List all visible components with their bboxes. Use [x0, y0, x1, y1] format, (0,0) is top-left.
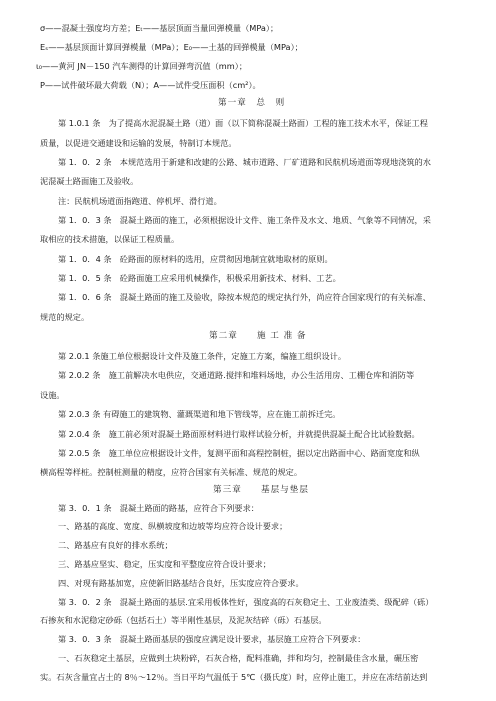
paragraph-line: 第 2.0.2 条 施工前解决水电供应，交通道路.搅拌和堆料场地，办公生活用房、工棚仓库和消防等 [58, 370, 415, 380]
note-line: 注：民航机场道面指跑道、停机坪、滑行道。 [58, 196, 222, 206]
list-item: 一、路基的高度、宽度、纵横坡度和边坡等均应符合设计要求； [58, 521, 288, 531]
list-item: 一、石灰稳定土基层，应做到土块粉碎，石灰合格，配料准确，拌和均匀，控制最佳含水量，碾压密 [58, 653, 419, 663]
paragraph-line: 第 2.0.1 条施工单位根据设计文件及施工条件，定施工方案，编施工组织设计。 [58, 351, 347, 361]
paragraph-line: 第 2.0.4 条 施工前必须对混凝土路面原材料进行取样试验分析，并就提供混凝土配合比试验数据。 [58, 429, 420, 439]
paragraph-line: 第 1．0．2 条 本规范选用于新建和改建的公路、城市道路、厂矿道路和民航机场道面等现地浇筑的水 [58, 157, 431, 167]
paragraph-line: 横高程等样桩。控制桩测量的精度，应符合国家有关标准、规范的规定。 [40, 467, 303, 477]
paragraph-line: 石掺灰和水泥稳定砂砾（包括石土）等半刚性基层，及泥灰结碎（砾）石基层。 [40, 615, 327, 625]
paragraph-line: 第 3．0．3 条 混凝土路面基层的强度应满足设计要求，基层施工应符合下列要求： [58, 634, 366, 644]
paragraph-line: 实。石灰含量宜占土的 8％～12％。当日平均气温低于 5℃（摄氏度）时，应停止施工，并应在冻结前达到 [40, 672, 428, 682]
paragraph-line: 第 2.0.5 条 施工单位应根据设计文件，复测平面和高程控制桩，据以定出路面中心、路面宽度和纵 [58, 448, 420, 458]
definition-line: σ——混凝土强度均方差；Eₜ——基层顶面当量回弹模量（MPa）； [40, 23, 279, 33]
chapter-1-title: 第一章 总 则 [218, 98, 286, 108]
paragraph-line: 第 1．0．3 条 混凝土路面的施工，必须根据设计文件、施工条件及水文、地质、气象等不同情况，采 [58, 215, 431, 225]
chapter-3-title: 第三章 基层与垫层 [213, 485, 309, 495]
paragraph-line: 第 1.0.1 条 为了提高水泥混凝土路（道）面（以下简称混凝土路面）工程的施工技术水平，保证工程 [58, 118, 428, 128]
paragraph-line: 规范的规定。 [40, 312, 90, 322]
paragraph-line: 取相应的技术措施，以保证工程质量。 [40, 234, 180, 244]
paragraph-line: 第 1．0．6 条 混凝土路面的施工及验收，除按本规范的规定执行外，尚应符合国家现行的有关标准、 [58, 292, 431, 302]
paragraph-line: 泥混凝土路面施工及验收。 [40, 176, 139, 186]
definition-line: P——试件破坏最大荷载（N）；A——试件受压面积（cm²）。 [40, 80, 261, 90]
chapter-2-title: 第二章 施 工 准 备 [209, 331, 307, 341]
definition-line: Eₛ——基层顶面计算回弹模量（MPa）；E₀——土基的回弹模量（MPa）； [40, 42, 303, 52]
paragraph-line: 第 1．0．5 条 砼路面施工应采用机械操作，积极采用新技术、材料、工艺。 [58, 273, 341, 283]
definition-line: ι₀——黄河 JN－150 汽车测得的计算回弹弯沉值（mm）； [36, 61, 248, 71]
paragraph-line: 第 3．0．2 条 混凝土路面的基层.宜采用板体性好，强度高的石灰稳定土、工业废渣类、级配碎（砾） [58, 597, 434, 607]
list-item: 二、路基应有良好的排水系统； [58, 540, 173, 550]
paragraph-line: 第 3．0．1 条 混凝土路面的路基，应符合下列要求： [58, 503, 259, 513]
list-item: 四、对现有路基加宽，应使新旧路基结合良好，压实度应符合要求。 [58, 578, 304, 588]
list-item: 三、路基应坚实、稳定，压实度和平整度应符合设计要求； [58, 559, 271, 569]
paragraph-line: 设施。 [40, 390, 65, 400]
paragraph-line: 第 2.0.3 条 有碍施工的建筑物、灌溉渠道和地下管线等，应在施工前拆迁完。 [58, 409, 341, 419]
paragraph-line: 质量，以促进交通建设和运输的发展，特制订本规范。 [40, 138, 237, 148]
paragraph-line: 第 1．0．4 条 砼路面的原材料的选用，应贯彻因地制宜就地取材的原则。 [58, 254, 333, 264]
